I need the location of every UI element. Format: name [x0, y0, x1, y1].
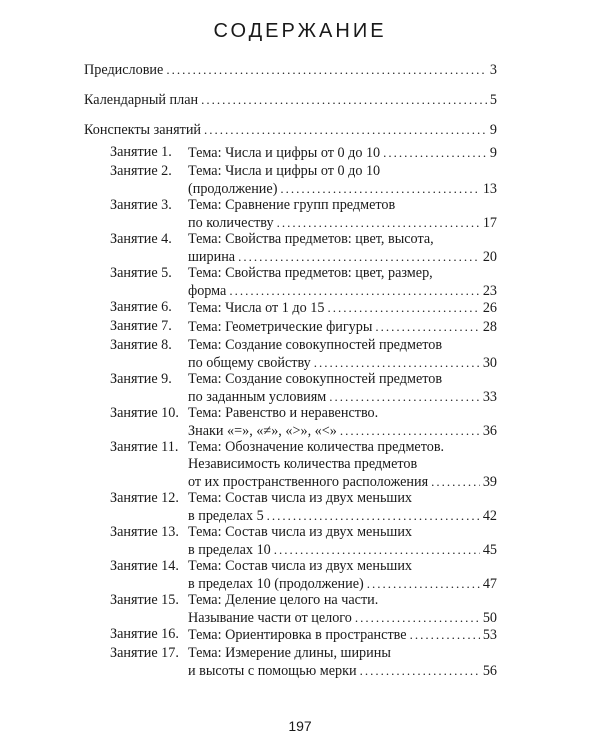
lesson-entry	[188, 282, 497, 300]
lesson-entry-page: 28	[482, 319, 497, 335]
lesson-entry-label: (продолжение)	[188, 181, 278, 197]
lesson-entry	[188, 609, 497, 627]
lesson-title-line: Тема: Обозначение количества предметов.	[188, 439, 445, 455]
dot-leader	[431, 473, 480, 490]
lesson-number: Занятие 17.	[110, 645, 179, 661]
lesson-entry-page: 53	[482, 627, 497, 643]
lesson-title-line: Тема: Состав числа из двух меньших	[188, 558, 413, 574]
lesson-entry-page: 26	[482, 300, 497, 316]
dot-leader	[166, 61, 487, 78]
lesson-entry-label: Тема: Числа от 1 до 15	[188, 300, 325, 316]
dot-leader	[360, 662, 480, 679]
lesson-title-line: Тема: Создание совокупностей предметов	[188, 337, 443, 353]
lesson-number: Занятие 10.	[110, 405, 179, 421]
dot-leader	[367, 575, 480, 592]
lesson-entry-page: 36	[482, 423, 497, 439]
lesson-entry	[188, 473, 497, 491]
lesson-entry-page: 20	[482, 249, 497, 265]
dot-leader	[267, 507, 480, 524]
lesson-entry-label: Знаки «=», «≠», «>», «<»	[188, 423, 337, 439]
lesson-entry-page: 47	[482, 576, 497, 592]
lesson-title-line: Тема: Свойства предметов: цвет, размер,	[188, 265, 433, 281]
lesson-title-line: Тема: Равенство и неравенство.	[188, 405, 379, 421]
lesson-entry	[188, 354, 497, 372]
dot-leader	[410, 626, 480, 643]
toc-section-1-label: Предисловие	[84, 62, 164, 78]
dot-leader	[280, 180, 479, 197]
lesson-title-line: Тема: Состав числа из двух меньших	[188, 490, 413, 506]
lesson-number: Занятие 9.	[110, 371, 172, 387]
lesson-title-line: Тема: Свойства предметов: цвет, высота,	[188, 231, 434, 247]
lesson-entry	[188, 388, 497, 406]
lesson-entry-page: 13	[482, 181, 497, 197]
lesson-entry-label: в пределах 5	[188, 508, 264, 524]
lesson-entry-page: 45	[482, 542, 497, 558]
lesson-entry-label: по общему свойству	[188, 355, 311, 371]
lesson-number: Занятие 1.	[110, 144, 172, 160]
lesson-number: Занятие 16.	[110, 626, 179, 642]
lesson-entry	[188, 318, 497, 336]
dot-leader	[229, 282, 479, 299]
lesson-number: Занятие 7.	[110, 318, 172, 334]
lesson-entry	[188, 214, 497, 232]
toc-section-2-label: Календарный план	[84, 92, 199, 108]
dot-leader	[201, 91, 487, 108]
dot-leader	[277, 214, 480, 231]
lesson-entry	[188, 662, 497, 680]
lesson-entry	[188, 299, 497, 317]
lesson-entry	[188, 422, 497, 440]
lesson-entry	[188, 248, 497, 266]
lesson-entry	[188, 626, 497, 644]
lesson-number: Занятие 6.	[110, 299, 172, 315]
toc-section-2	[84, 91, 497, 109]
lesson-entry-label: Называние части от целого	[188, 610, 352, 626]
toc-section-3-page: 9	[489, 122, 497, 138]
lesson-number: Занятие 4.	[110, 231, 172, 247]
dot-leader	[327, 299, 479, 316]
lesson-entry-label: в пределах 10 (продолжение)	[188, 576, 364, 592]
page-title: СОДЕРЖАНИЕ	[213, 20, 387, 42]
lesson-entry	[188, 507, 497, 525]
dot-leader	[238, 248, 480, 265]
lesson-entry-page: 56	[482, 663, 497, 679]
lesson-entry-label: Тема: Ориентировка в пространстве	[188, 627, 407, 643]
lesson-entry-page: 17	[482, 215, 497, 231]
lesson-title-line: Тема: Измерение длины, ширины	[188, 645, 391, 661]
dot-leader	[329, 388, 480, 405]
lesson-entry-page: 39	[482, 474, 497, 490]
dot-leader	[204, 121, 487, 138]
toc-section-1	[84, 61, 497, 79]
lesson-entry-page: 42	[482, 508, 497, 524]
lesson-number: Занятие 11.	[110, 439, 179, 455]
lesson-entry-label: и высоты с помощью мерки	[188, 663, 357, 679]
lesson-title-line: Тема: Создание совокупностей предметов	[188, 371, 443, 387]
dot-leader	[375, 318, 479, 335]
lesson-entry-page: 9	[489, 145, 497, 161]
lesson-title-line: Независимость количества предметов	[188, 456, 418, 472]
lesson-entry-label: ширина	[188, 249, 236, 265]
lesson-number: Занятие 2.	[110, 163, 172, 179]
lesson-number: Занятие 13.	[110, 524, 179, 540]
lesson-entry-label: Тема: Геометрические фигуры	[188, 319, 373, 335]
lesson-title-line: Тема: Числа и цифры от 0 до 10	[188, 163, 381, 179]
dot-leader	[383, 144, 487, 161]
lesson-number: Занятие 8.	[110, 337, 172, 353]
dot-leader	[355, 609, 480, 626]
toc-section-3	[84, 121, 497, 139]
dot-leader	[340, 422, 480, 439]
lesson-title-line: Тема: Деление целого на части.	[188, 592, 379, 608]
lesson-entry-page: 50	[482, 610, 497, 626]
toc-section-2-page: 5	[489, 92, 497, 108]
lesson-entry-page: 30	[482, 355, 497, 371]
page-number: 197	[288, 718, 312, 734]
lesson-entry-label: Тема: Числа и цифры от 0 до 10	[188, 145, 381, 161]
lesson-number: Занятие 3.	[110, 197, 172, 213]
dot-leader	[314, 354, 480, 371]
lesson-entry-label: по количеству	[188, 215, 274, 231]
lesson-title-line: Тема: Сравнение групп предметов	[188, 197, 396, 213]
lesson-entry	[188, 180, 497, 198]
lesson-entry-label: по заданным условиям	[188, 389, 327, 405]
lesson-number: Занятие 14.	[110, 558, 179, 574]
lesson-entry	[188, 541, 497, 559]
lesson-entry-label: форма	[188, 283, 227, 299]
lesson-entry	[188, 575, 497, 593]
dot-leader	[274, 541, 480, 558]
toc-section-3-label: Конспекты занятий	[84, 122, 202, 138]
lesson-entry	[188, 144, 497, 162]
lesson-title-line: Тема: Состав числа из двух меньших	[188, 524, 413, 540]
lesson-entry-page: 33	[482, 389, 497, 405]
lesson-number: Занятие 12.	[110, 490, 179, 506]
lesson-number: Занятие 15.	[110, 592, 179, 608]
toc-section-1-page: 3	[489, 62, 497, 78]
lesson-entry-page: 23	[482, 283, 497, 299]
lesson-number: Занятие 5.	[110, 265, 172, 281]
lesson-entry-label: от их пространственного расположения	[188, 474, 429, 490]
lesson-entry-label: в пределах 10	[188, 542, 271, 558]
